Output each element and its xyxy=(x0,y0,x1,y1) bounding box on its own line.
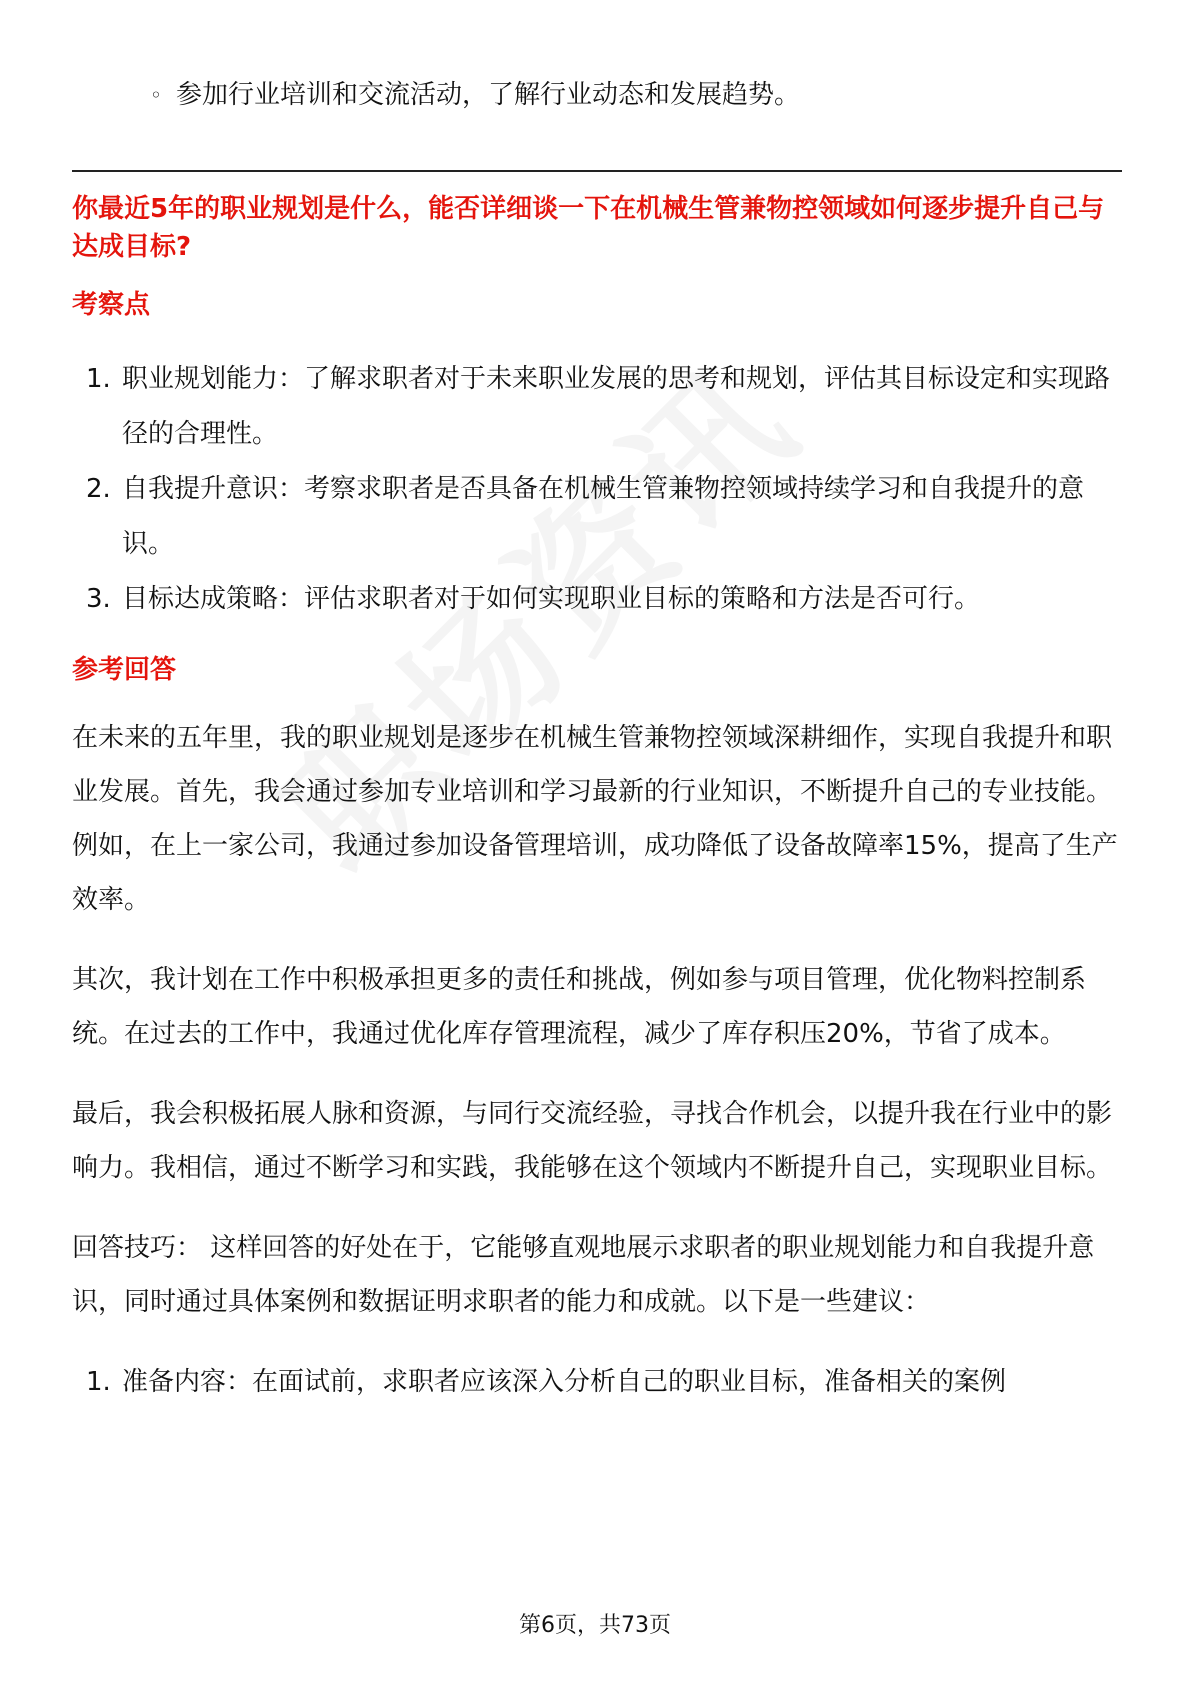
tip-item xyxy=(72,1355,1122,1410)
assess-item-text: 自我提升意识：考察求职者是否具备在机械生管兼物控领域持续学习和自我提升的意识。 xyxy=(122,473,1085,559)
list-number: 2. xyxy=(86,473,111,504)
top-bullet-text: 参加行业培训和交流活动，了解行业动态和发展趋势。 xyxy=(176,80,801,110)
answer-paragraph: 最后，我会积极拓展人脉和资源，与同行交流经验，寻找合作机会，以提升我在行业中的影响力。我相信，通过不断学习和实践，我能够在这个领域内不断提升自己，实现职业目标。 xyxy=(72,1098,1113,1183)
assess-item xyxy=(72,352,1122,462)
assess-item xyxy=(72,462,1122,572)
tips-list xyxy=(72,1355,1122,1410)
assess-list xyxy=(72,352,1122,627)
section-divider xyxy=(72,170,1122,172)
hollow-bullet-icon: ◦ xyxy=(150,83,162,107)
assess-heading: 考察点 xyxy=(72,289,151,320)
answer-heading: 参考回答 xyxy=(72,654,177,685)
interview-question: 你最近5年的职业规划是什么，能否详细谈一下在机械生管兼物控领域如何逐步提升自己与达成目标? xyxy=(72,193,1105,262)
assess-item-text: 目标达成策略：评估求职者对于如何实现职业目标的策略和方法是否可行。 xyxy=(122,583,981,614)
page-content xyxy=(72,74,1122,1410)
list-number: 3. xyxy=(86,583,111,614)
assess-item xyxy=(72,572,1122,627)
answer-paragraph: 在未来的五年里，我的职业规划是逐步在机械生管兼物控领域深耕细作，实现自我提升和职业发展。首先，我会通过参加专业培训和学习最新的行业知识，不断提升自己的专业技能。例如，在上一家公司，我通过参加设备管理培训，成功降低了设备故障率15%，提高了生产效率。 xyxy=(72,722,1118,915)
tip-item-text: 准备内容：在面试前，求职者应该深入分析自己的职业目标，准备相关的案例 xyxy=(122,1366,1007,1397)
page-footer: 第6页，共73页 xyxy=(519,1613,671,1638)
list-number: 1. xyxy=(86,1366,111,1397)
list-number: 1. xyxy=(86,363,111,394)
assess-item-text: 职业规划能力：了解求职者对于未来职业发展的思考和规划，评估其目标设定和实现路径的合理性。 xyxy=(122,363,1111,449)
answer-paragraph: 其次，我计划在工作中积极承担更多的责任和挑战，例如参与项目管理，优化物料控制系统。在过去的工作中，我通过优化库存管理流程，减少了库存积压20%，节省了成本。 xyxy=(72,964,1087,1049)
top-bullet-item xyxy=(72,74,1122,116)
answer-tips-paragraph: 回答技巧： 这样回答的好处在于，它能够直观地展示求职者的职业规划能力和自我提升意识，同时通过具体案例和数据证明求职者的能力和成就。以下是一些建议： xyxy=(72,1232,1095,1317)
